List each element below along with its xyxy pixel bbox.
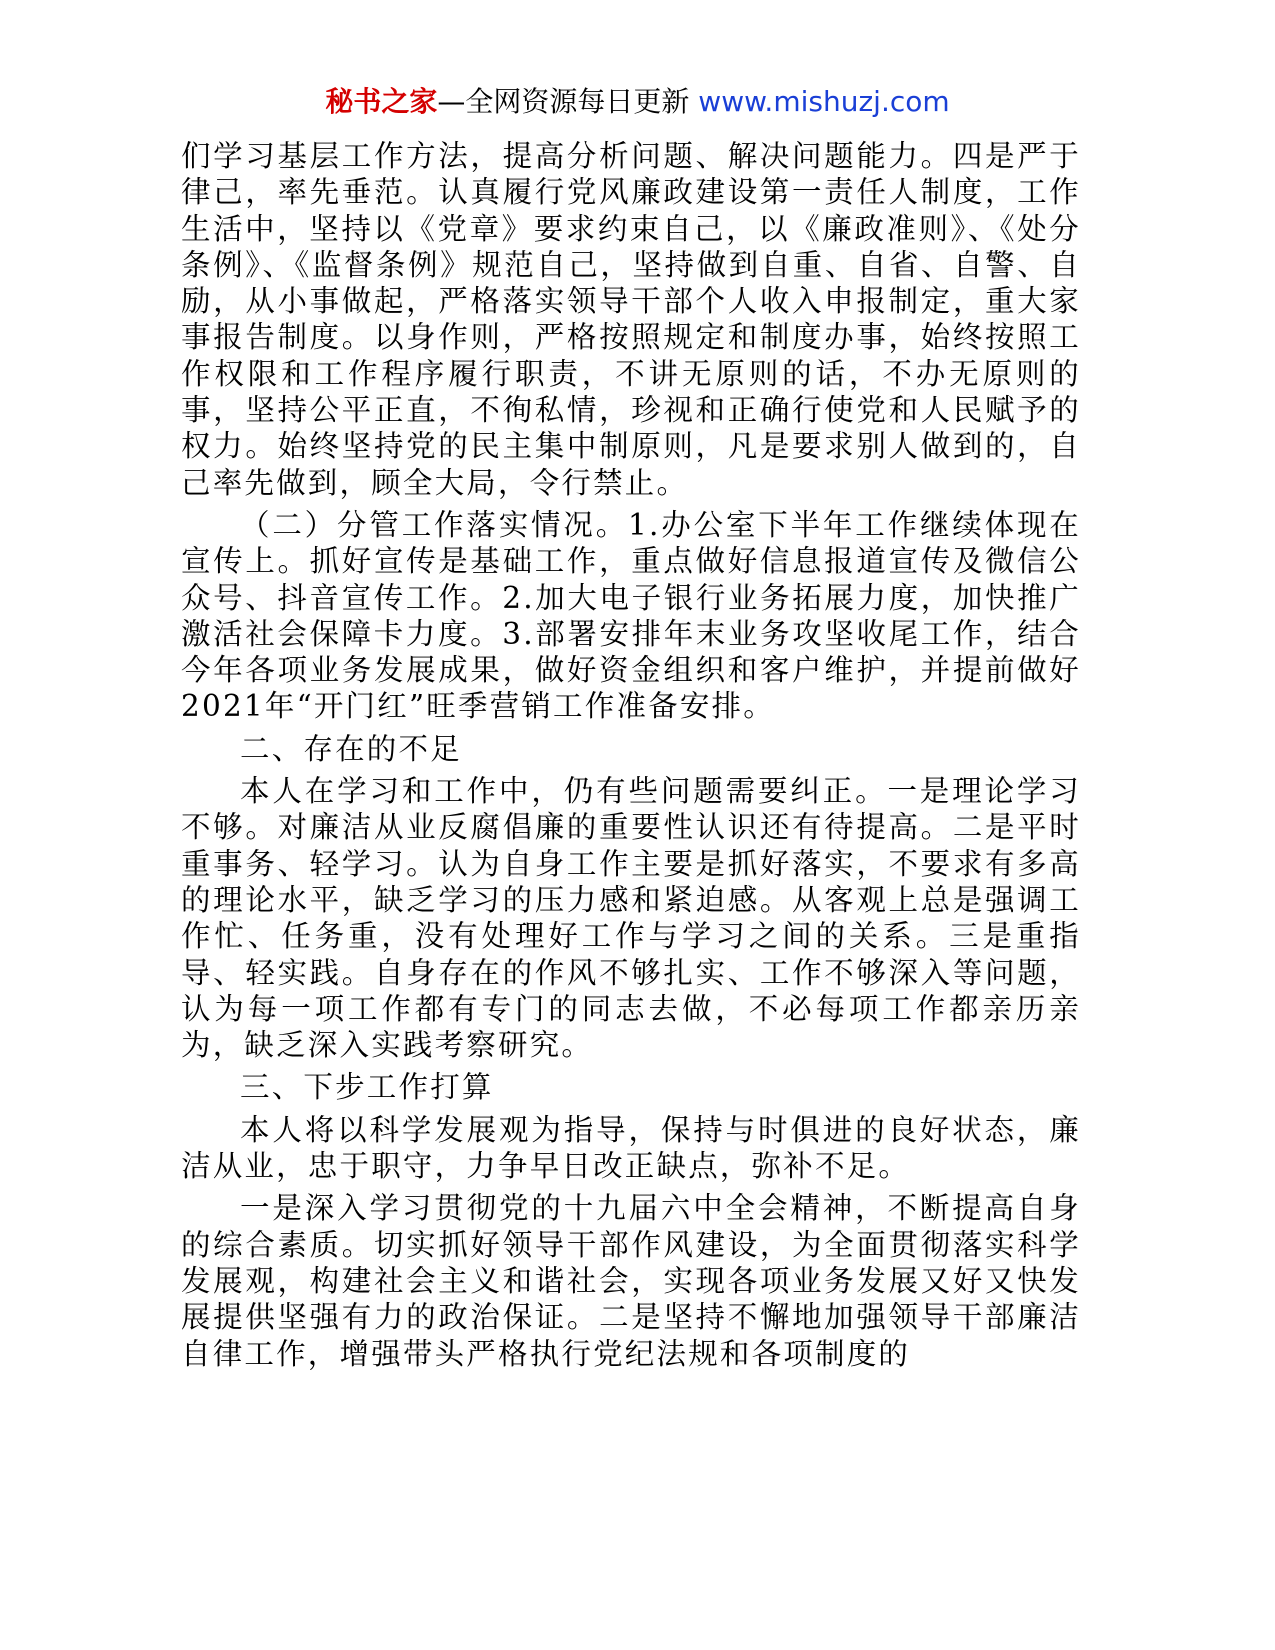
section-heading-shortcomings: 二、存在的不足 bbox=[240, 731, 462, 766]
paragraph-shortcomings: 本人在学习和工作中，仍有些问题需要纠正。一是理论学习不够。对廉洁从业反腐倡廉的重要性认识还有待提高。二是平时重事务、轻学习。认为自身工作主要是抓好落实，不要求有多高的理论水平，缺乏学习的压力感和紧迫感。从客观上总是强调工作忙、任务重，没有处理好工作与学习之间的关系。三是重指导、轻实践。自身存在的作风不够扎实、工作不够深入等问题，认为每一项工作都有专门的同志去做，不必每项工作都亲历亲为，缺乏深入实践考察研究。 bbox=[181, 774, 1081, 1063]
site-header-banner bbox=[0, 82, 1275, 122]
document-body bbox=[181, 138, 1081, 1378]
paragraph-next-steps-intro: 本人将以科学发展观为指导，保持与时俱进的良好状态，廉洁从业，忠于职守，力争早日改正缺点，弥补不足。 bbox=[181, 1112, 1081, 1184]
paragraph-next-steps-detail: 一是深入学习贯彻党的十九届六中全会精神，不断提高自身的综合素质。切实抓好领导干部作风建设，为全面贯彻落实科学发展观，构建社会主义和谐社会，实现各项业务发展又好又快发展提供坚强有力的政治保证。二是坚持不懈地加强领导干部廉洁自律工作，增强带头严格执行党纪法规和各项制度的 bbox=[181, 1191, 1081, 1371]
paragraph-continuation: 们学习基层工作方法，提高分析问题、解决问题能力。四是严于律己，率先垂范。认真履行党风廉政建设第一责任人制度，工作生活中，坚持以《党章》要求约束自己，以《廉政准则》、《处分条例》、《监督条例》规范自己，坚持做到自重、自省、自警、自励，从小事做起，严格落实领导干部个人收入申报制定，重大家事报告制度。以身作则，严格按照规定和制度办事，始终按照工作权限和工作程序履行职责，不讲无原则的话，不办无原则的事，坚持公平正直，不徇私情，珍视和正确行使党和人民赋予的权力。始终坚持党的民主集中制原则，凡是要求别人做到的，自己率先做到，顾全大局，令行禁止。 bbox=[181, 139, 1081, 500]
section-heading-next-steps: 三、下步工作打算 bbox=[240, 1070, 494, 1105]
site-brand: 秘书之家 bbox=[325, 85, 438, 118]
site-url-link[interactable]: www.mishuzj.com bbox=[698, 85, 950, 118]
site-tagline: —全网资源每日更新 bbox=[437, 85, 690, 118]
paragraph-work-implementation: （二）分管工作落实情况。1.办公室下半年工作继续体现在宣传上。抓好宣传是基础工作，重点做好信息报道宣传及微信公众号、抖音宣传工作。2.加大电子银行业务拓展力度，加快推广激活社会保障卡力度。3.部署安排年末业务攻坚收尾工作，结合今年各项业务发展成果，做好资金组织和客户维护，并提前做好2021年“开门红”旺季营销工作准备安排。 bbox=[181, 507, 1081, 724]
